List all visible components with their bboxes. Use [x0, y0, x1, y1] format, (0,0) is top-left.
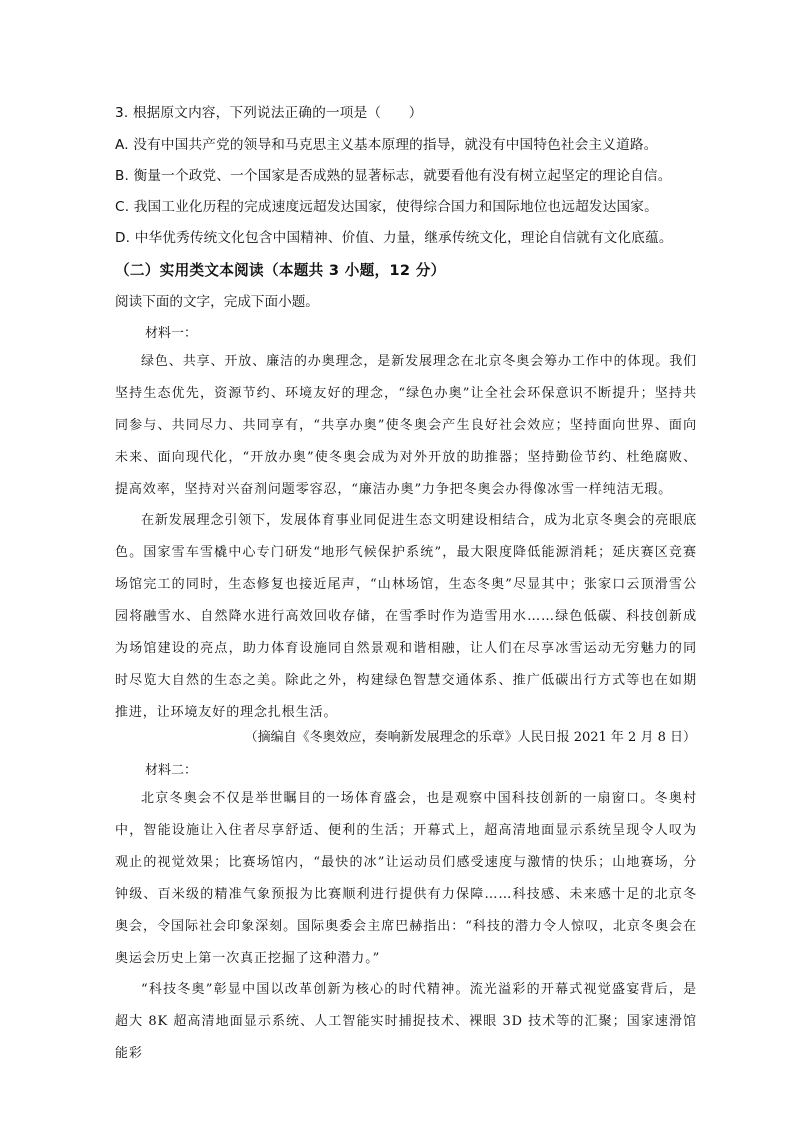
option-a: A. 没有中国共产党的领导和马克思主义基本原理的指导，就没有中国特色社会主义道路。 [115, 137, 658, 153]
question-stem: 3. 根据原文内容，下列说法正确的一项是（ ） [115, 105, 423, 121]
material-1-label: 材料一： [145, 326, 198, 341]
option-d: D. 中华优秀传统文化包含中国精神、价值、力量，继承传统文化，理论自信就有文化底蕴。 [115, 230, 673, 246]
option-c: C. 我国工业化历程的完成速度远超发达国家，使得综合国力和国际地位也远超发达国家。 [115, 199, 658, 215]
material-1-paragraph-1: 绿色、共享、开放、廉洁的办奥理念，是新发展理念在北京冬奥会筹办工作中的体现。我们坚持生态优先，资源节约、环境友好的理念，“绿色办奥”让全社会环保意识不断提升；坚持共同参与、共同尽力、共同享有，“共享办奥”使冬奥会产生良好社会效应；坚持面向世界、面向未来、面向现代化，“开放办奥”使冬奥会成为对外开放的助推器；坚持勤俭节约、杜绝腐败、提高效率，坚持对兴奋剂问题零容忍，“廉洁办奥”力争把冬奥会办得像冰雪一样纯洁无瑕。 [115, 354, 698, 497]
section-instruction: 阅读下面的文字，完成下面小题。 [115, 294, 319, 310]
option-b: B. 衡量一个政党、一个国家是否成熟的显著标志，就要看他有没有树立起坚定的理论自信。 [115, 168, 672, 184]
material-2-label: 材料二： [145, 763, 198, 778]
material-1-paragraph-2: 在新发展理念引领下，发展体育事业同促进生态文明建设相结合，成为北京冬奥会的亮眼底色。国家雪车雪橇中心专门研发“地形气候保护系统”，最大限度降低能源消耗；延庆赛区竞赛场馆完工的同时，生态修复也接近尾声，“山林场馆，生态冬奥”尽显其中；张家口云顶滑雪公园将融雪水、自然降水进行高效回收存储，在雪季时作为造雪用水……绿色低碳、科技创新成为场馆建设的亮点，助力体育设施同自然景观和谐相融，让人们在尽享冰雪运动无穷魅力的同时尽览大自然的生态之美。除此之外，构建绿色智慧交通体系、推广低碳出行方式等也在如期推进，让环境友好的理念扎根生活。 [115, 513, 698, 720]
material-2-paragraph-2: “科技冬奥”彰显中国以改革创新为核心的时代精神。流光溢彩的开幕式视觉盛宴背后，是超大 8K 超高清地面显示系统、人工智能实时捕捉技术、裸眼 3D 技术等的汇聚；国家速滑馆能彩 [115, 982, 697, 1061]
section-heading: （二）实用类文本阅读（本题共 3 小题，12 分） [115, 262, 446, 279]
material-2-paragraph-1: 北京冬奥会不仅是举世瞩目的一场体育盛会，也是观察中国科技创新的一扇窗口。冬奥村中，智能设施让入住者尽享舒适、便利的生活；开幕式上，超高清地面显示系统呈现令人叹为观止的视觉效果；比赛场馆内，“最快的冰”让运动员们感受速度与激情的快乐；山地赛场，分钟级、百米级的精准气象预报为比赛顺利进行提供有力保障……科技感、未来感十足的北京冬奥会，令国际社会印象深刻。国际奥委会主席巴赫指出：“科技的潜力令人惊叹，北京冬奥会在奥运会历史上第一次真正挖掘了这种潜力。” [115, 791, 697, 966]
material-1-source: （摘编自《冬奥效应，奏响新发展理念的乐章》人民日报 2021 年 2 月 8 日） [244, 730, 696, 745]
